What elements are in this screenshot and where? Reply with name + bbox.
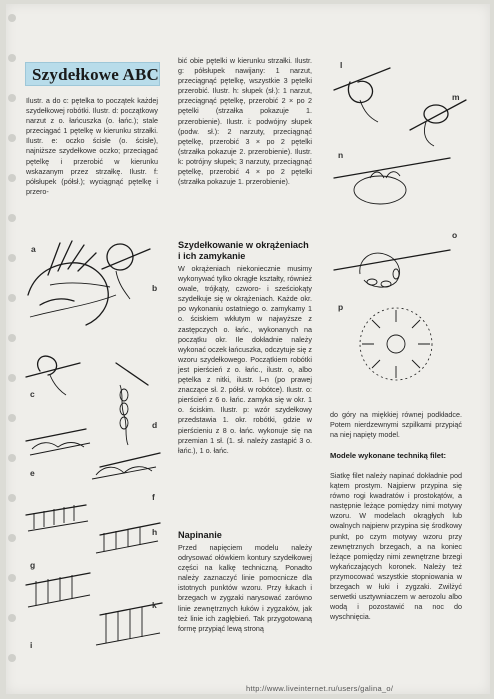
figure-label-b: b xyxy=(152,283,158,293)
intro-paragraph: Ilustr. a do c: pętelka to początek każdej szydełkowej robótki. Ilustr. d: początkowy narzut z o. łańcuszka (o. łańc.); stale przeciągać 1 pętelkę w kierunku strzałki. Ilustr. e: oczko ścisłe (o. ścisłe), najniższe szydełkowe oczko; przeciągać pętelkę i przerobić w kierunku wskazanym przez strzałkę. Ilustr. f: półsłupek (półsł.); wyciągnąć pętelkę i przero- xyxy=(26,96,158,196)
col3-paragraph: do góry na miękkiej równej podkładce. Potem nierdzewnymi szpilkami przypiąć na niej napięty model. xyxy=(330,410,462,440)
section-blocking-paragraph: Przed napięciem modelu należy odrysować ołówkiem kontury szydełkowej części na kalkę techniczną. Ponadto należy zaznaczyć linie pomocnicze dla istotnych punktów wzoru. Przy łukach i brzegach w zygzaki narysować zarówno linie zewnętrznych łuków i zygzaków, jak też linie ich zagłębień. Tak przygotowaną formę przypiąć lewą stroną xyxy=(178,543,312,633)
title-box xyxy=(25,62,160,86)
figure-label-m: m xyxy=(452,92,460,102)
figure-label-d: d xyxy=(152,420,158,430)
figure-label-p: p xyxy=(338,302,344,312)
figure-label-h: h xyxy=(152,527,158,537)
figure-label-k: k xyxy=(152,600,157,610)
illustration-l xyxy=(334,68,390,122)
illustration-d xyxy=(116,363,148,445)
watermark-url: http://www.liveinternet.ru/users/galina_o/ xyxy=(246,684,394,693)
col2-top-paragraph: bić obie pętelki w kierunku strzałki. Ilustr. g: półsłupek nawijany: 1 narzut, przeciągnąć pętelkę, wszystkie 3 pętelki przerobić. Ilustr. h: słupek (sł.): 1 narzut, przeciągnąć pętelkę, przerobić 2 × po 2 pętelki (strzałka pokazuje 1. przerobienie). Ilustr. i: podwójny słupek (podw. sł.): 2 narzuty, przeciągnąć pętelkę, przerobić 3 × po 2 pętelki (strzałka pokazuje 2. przerobienie). Ilustr. k: potrójny słupek; 3 narzuty, przeciągnąć pętelkę, przerobić 4 × po 2 pętelki (strzałka pokazuje 1. przerobienie). xyxy=(178,56,312,187)
illustration-e xyxy=(26,429,90,455)
figure-label-g: g xyxy=(30,560,36,570)
illustration-a xyxy=(28,241,116,325)
illustration-b xyxy=(102,244,150,299)
figure-label-l: l xyxy=(340,60,343,70)
section-filet-paragraph: Siatkę filet należy napinać dokładnie pod kątem prostym. Najpierw przypina się równo rogi kwadratów i prostokątów, a następnie leżące pomiędzy nimi motywy wzoru. W modelach okrągłych lub owalnych najpierw przypina się środkowy punkt, po czym motywy wzoru przy zewnętrznych brzegach, a na koniec leżące pomiędzy nimi zewnętrzne brzegi wykańczających koronek. Należy też przymocować wszystkie stopniowania w brzegach w łuki i zygzaki. Zwilżyć serwetki usztywniaczem w aerozolu albo wodą i pozostawić na noc do wyschnięcia. xyxy=(330,471,462,622)
stitch-illustrations-right xyxy=(330,60,470,400)
illustration-p-diagram xyxy=(360,308,432,380)
illustration-o xyxy=(334,250,450,287)
figure-label-n: n xyxy=(338,150,344,160)
illustration-n xyxy=(334,158,450,204)
section-heading-rounds: Szydełkowanie w okrążeniach i ich zamykanie xyxy=(178,240,309,261)
illustration-h xyxy=(96,523,160,553)
figure-label-c: c xyxy=(30,389,35,399)
illustration-m xyxy=(410,100,466,146)
figure-label-a: a xyxy=(31,244,36,254)
figure-label-i: i xyxy=(30,640,33,650)
stitch-illustrations-left xyxy=(20,235,170,675)
illustration-g xyxy=(26,505,88,531)
section-heading-filet: Modele wykonane techniką filet: xyxy=(330,451,447,460)
figure-label-f: f xyxy=(152,492,155,502)
section-heading-blocking: Napinanie xyxy=(178,530,222,540)
section-rounds-paragraph: W okrążeniach niekoniecznie musimy wykonywać tylko okrągłe kształty, również owale, trójkąty, czworo- i sześciokąty szydełkuje się w okrążeniach. Każde okr. po wykonaniu ostatniego o. zamykamy 1 o. ściskiem wkłutym w najwyższe z zastępczych o. łańc., wykonanych na początku okr. Ile dokładnie należy wykonać oczek łańcuszka, odczytuje się z wzoru szydełkowego. Początkiem robótki jest pierścień z o. łańc., ilustr. o, albo pętelka z nitki, ilustr. l–n (po prawej znaczące sł. 2. półsł. w robótce). Ilustr. o: pierścień z 6 o. łańc. zamyka się w okr. 1 o. ściskim. Ilustr. p: wzór szydełkowy przedstawia 1. okr. robótki, gdzie w pierścieniu z 8 o. łańc. wykonuje się na przemian 1 sł. (1. sł. należy zastąpić 3 o. łańc.), 1 o. łańc. xyxy=(178,264,312,455)
binding-holes xyxy=(8,14,18,684)
illustration-i xyxy=(26,573,90,607)
page-title: Szydełkowe ABC xyxy=(32,65,160,84)
figure-label-e: e xyxy=(30,468,35,478)
figure-label-o: o xyxy=(452,230,458,240)
illustration-f xyxy=(92,453,160,479)
